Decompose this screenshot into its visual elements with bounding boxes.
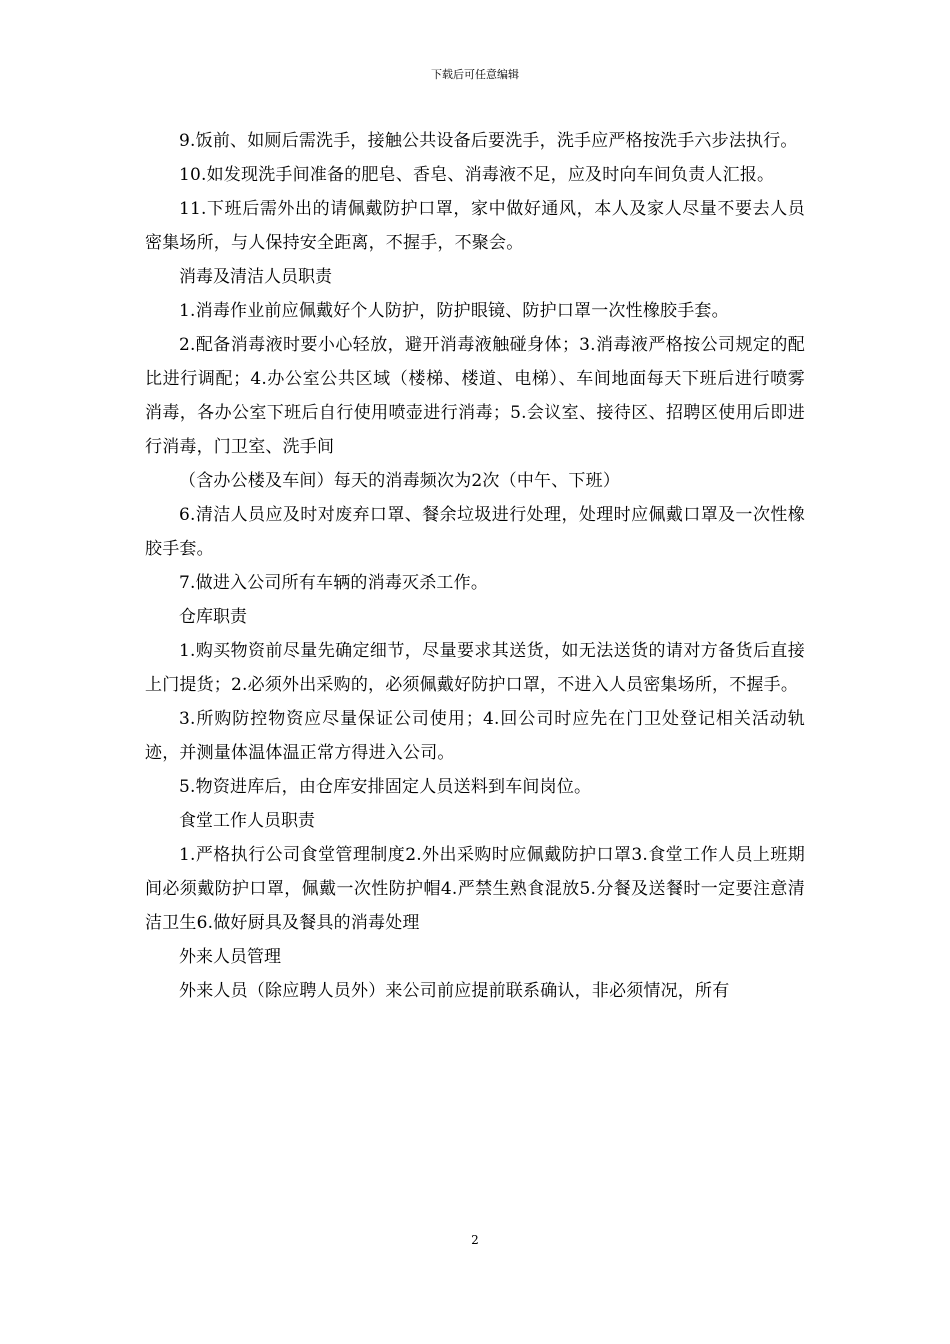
paragraph-disinfection-1: 1.消毒作业前应佩戴好个人防护，防护眼镜、防护口罩一次性橡胶手套。 [179,301,729,321]
header-note: 下载后可任意编辑 [431,68,519,81]
paragraph-visitors-1: 外来人员（除应聘人员外）来公司前应提前联系确认，非必须情况，所有 [179,981,730,1001]
section-heading-visitors: 外来人员管理 [179,947,281,967]
page-number: 2 [471,1233,479,1247]
paragraph-warehouse-5: 5.物资进库后，由仓库安排固定人员送料到车间岗位。 [179,777,592,797]
paragraph-canteen-1: 1.严格执行公司食堂管理制度2.外出采购时应佩戴防护口罩3.食堂工作人员上班期间必须戴防护口罩，佩戴一次性防护帽4.严禁生熟食混放5.分餐及送餐时一定要注意清洁卫生6.做好厨具及餐具的消毒处理 [145,845,805,933]
paragraph-disinfection-7: 7.做进入公司所有车辆的消毒灭杀工作。 [179,573,489,593]
paragraph-item-9: 9.饭前、如厕后需洗手，接触公共设备后要洗手，洗手应严格按洗手六步法执行。 [179,131,798,151]
section-heading-warehouse: 仓库职责 [179,607,247,627]
section-heading-canteen: 食堂工作人员职责 [179,811,315,831]
paragraph-disinfection-2: 2.配备消毒液时要小心轻放，避开消毒液触碰身体；3.消毒液严格按公司规定的配比进行调配；4.办公室公共区域（楼梯、楼道、电梯）、车间地面每天下班后进行喷雾消毒，各办公室下班后自行使用喷壶进行消毒；5.会议室、接待区、招聘区使用后即进行消毒，门卫室、洗手间 [145,335,805,457]
paragraph-warehouse-1: 1.购买物资前尽量先确定细节，尽量要求其送货，如无法送货的请对方备货后直接上门提货；2.必须外出采购的，必须佩戴好防护口罩，不进入人员密集场所，不握手。 [145,641,805,695]
paragraph-warehouse-3: 3.所购防控物资应尽量保证公司使用；4.回公司时应先在门卫处登记相关活动轨迹，并测量体温体温正常方得进入公司。 [145,709,805,763]
paragraph-item-10: 10.如发现洗手间准备的肥皂、香皂、消毒液不足，应及时向车间负责人汇报。 [179,165,775,185]
document-body [145,124,805,1008]
paragraph-disinfection-6: 6.清洁人员应及时对废弃口罩、餐余垃圾进行处理，处理时应佩戴口罩及一次性橡胶手套。 [145,505,805,559]
paragraph-disinfection-frequency: （含办公楼及车间）每天的消毒频次为2次（中午、下班） [179,471,621,491]
paragraph-item-11: 11.下班后需外出的请佩戴防护口罩，家中做好通风，本人及家人尽量不要去人员密集场所，与人保持安全距离，不握手，不聚会。 [145,199,805,253]
section-heading-disinfection: 消毒及清洁人员职责 [179,267,332,287]
